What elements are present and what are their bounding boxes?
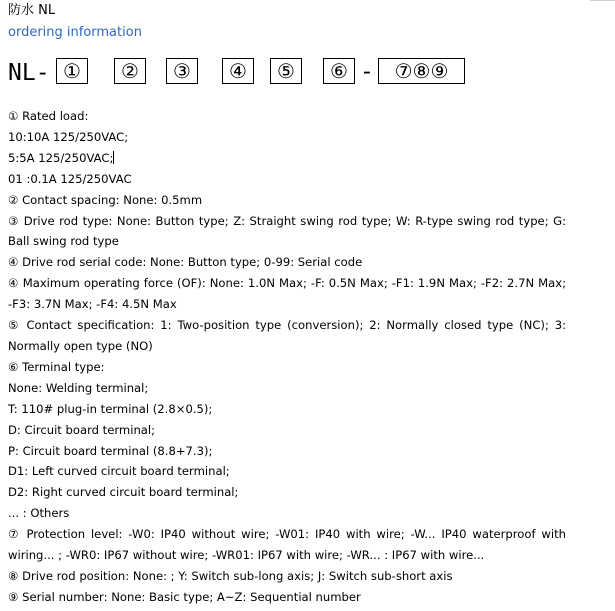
- protection-level: ⑦ Protection level: -W0: IP40 without wire; -W01: IP40 with wire; -W... IP40 waterproof with wiring... ; -WR0: IP67 without wire; -WR01: IP67 with wire; -WR... : IP67 with wire...: [8, 527, 566, 563]
- contact-specification: ⑤ Contact specification: 1: Two-position type (conversion); 2: Normally closed type (NC); 3: Normally open type (NO): [8, 318, 566, 353]
- drive-rod-type: ③ Drive rod type: None: Button type; Z: Straight swing rod type; W: R-type swing rod type; G: Ball swing rod type: [8, 213, 566, 249]
- code-box-3: ③: [166, 58, 198, 84]
- terminal-t: T: 110# plug-in terminal (2.8×0.5);: [8, 401, 213, 416]
- terminal-none: None: Welding terminal;: [8, 380, 149, 395]
- terminal-d1: D1: Left curved circuit board terminal;: [8, 464, 230, 479]
- contact-spacing: ② Contact spacing: None: 0.5mm: [8, 192, 203, 207]
- code-box-789: ⑦⑧⑨: [378, 58, 465, 84]
- code-box-5: ⑤: [270, 58, 302, 84]
- terminal-others: ... : Others: [8, 506, 70, 521]
- spec-list: [8, 106, 566, 608]
- code-box-6: ⑥: [323, 58, 355, 84]
- rated-load-5: 5:5A 125/250VAC;: [8, 150, 114, 165]
- terminal-d2: D2: Right curved circuit board terminal;: [8, 485, 239, 500]
- max-operating-force: ④ Maximum operating force (OF): None: 1.0N Max; -F: 0.5N Max; -F1: 1.9N Max; -F2: 2.7N Max; -F3: 3.7N Max; -F4: 4.5N Max: [8, 276, 566, 312]
- rated-load-5-row: [8, 148, 566, 169]
- ordering-info-heading: ordering information: [8, 25, 142, 40]
- page-title: 防水 NL: [8, 3, 56, 18]
- rated-load-01: 01 :0.1A 125/250VAC: [8, 171, 132, 186]
- drive-rod-position: ⑧ Drive rod position: None: ; Y: Switch sub-long axis; J: Switch sub-short axis: [8, 568, 453, 583]
- drive-rod-serial: ④ Drive rod serial code: None: Button type; 0-99: Serial code: [8, 255, 363, 270]
- rated-load-title: ① Rated load:: [8, 109, 89, 123]
- code-box-2: ②: [114, 58, 146, 84]
- text-cursor: [113, 151, 114, 164]
- code-box-4: ④: [222, 58, 254, 84]
- terminal-type-title: ⑥ Terminal type:: [8, 359, 105, 374]
- code-separator: -: [360, 59, 374, 85]
- terminal-d: D: Circuit board terminal;: [8, 422, 156, 437]
- rated-load-10: 10:10A 125/250VAC;: [8, 129, 129, 144]
- serial-number: ⑨ Serial number: None: Basic type; A~Z: Sequential number: [8, 589, 361, 604]
- code-prefix: NL-: [8, 60, 50, 86]
- top-right-rule: [590, 0, 615, 1]
- code-box-1: ①: [56, 58, 88, 84]
- ordering-code: [8, 58, 568, 88]
- terminal-p: P: Circuit board terminal (8.8+7.3);: [8, 443, 213, 458]
